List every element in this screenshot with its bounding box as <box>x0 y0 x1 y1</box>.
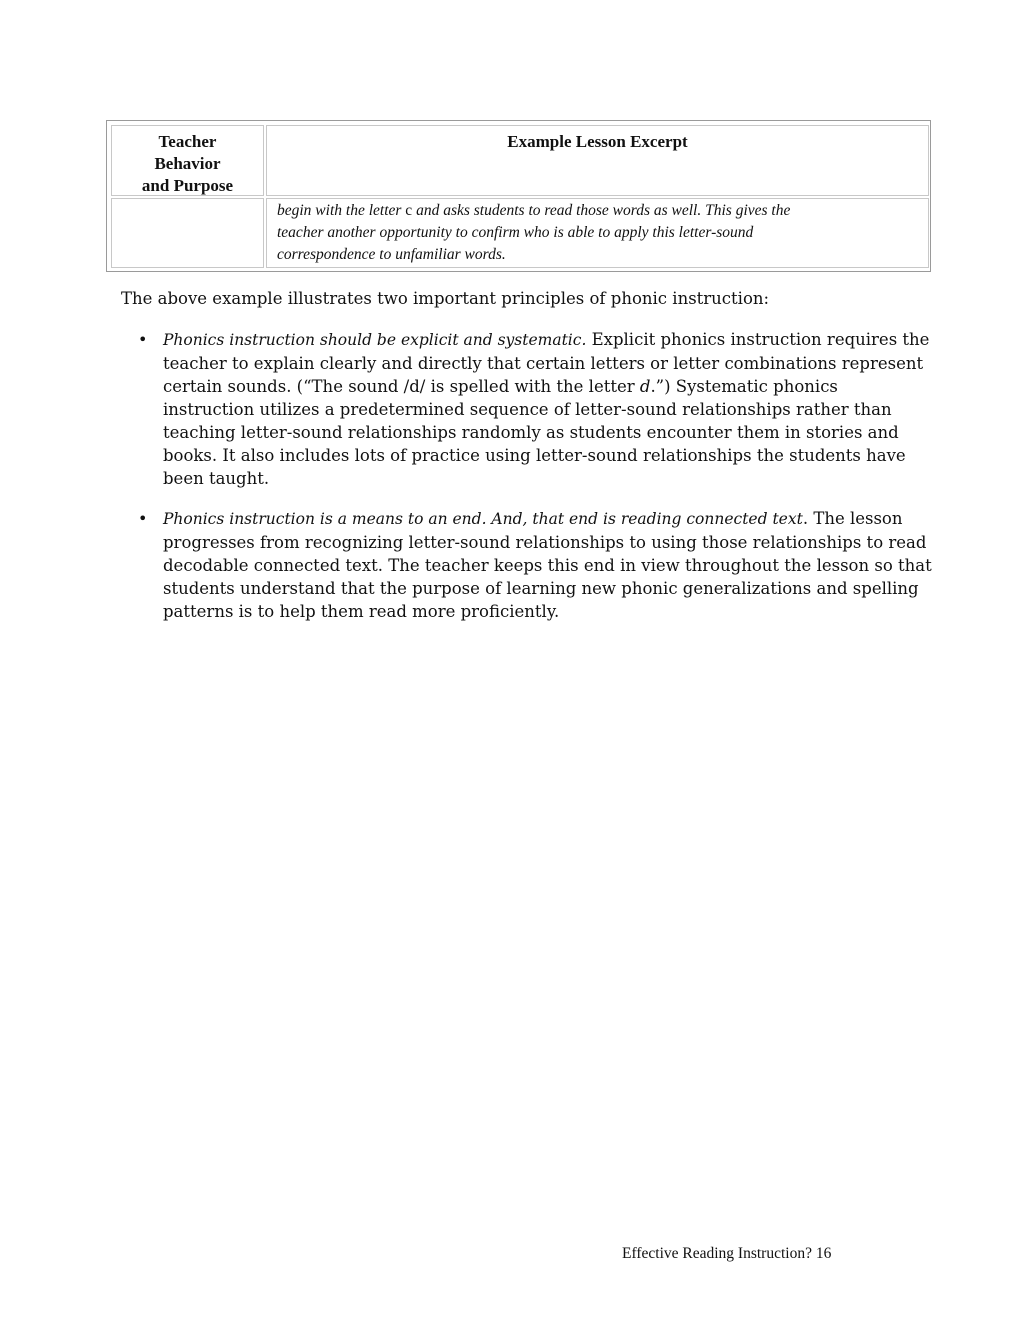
bullet-fragment: certain sounds. (“The sound /d/ is spelled with the letter <box>163 377 640 396</box>
excerpt-line: correspondence to unfamiliar words. <box>277 246 506 263</box>
bullet-line <box>163 507 928 531</box>
bullet-line: instruction utilizes a predetermined sequence of letter-sound relationships rather than <box>163 400 892 419</box>
bullet-line <box>163 328 928 352</box>
bullet-line: books. It also includes lots of practice using letter-sound relationships the students have <box>163 446 906 465</box>
body-cell-excerpt <box>266 198 929 268</box>
excerpt-line <box>277 200 918 222</box>
principles-list <box>138 328 932 640</box>
bullet-line: teacher to explain clearly and directly that certain letters or letter combinations represent <box>163 354 924 373</box>
excerpt-fragment: and asks students to read those words as well. This gives the <box>412 202 791 219</box>
lesson-excerpt-text <box>267 199 928 266</box>
header-line: Behavior <box>154 154 221 173</box>
intro-paragraph: The above example illustrates two important principles of phonic instruction: <box>121 289 770 308</box>
bullet-line: decodable connected text. The teacher keeps this end in view throughout the lesson so that <box>163 556 932 575</box>
bullet-fragment: .”) Systematic phonics <box>650 377 838 396</box>
bullet-line: patterns is to help them read more proficiently. <box>163 602 560 621</box>
list-item <box>138 507 932 623</box>
bullet-fragment: . The lesson <box>802 509 903 528</box>
principle-lead: Phonics instruction is a means to an end. And, that end is reading connected text <box>163 510 803 528</box>
bullet-glyph: • <box>138 330 148 349</box>
excerpt-line: teacher another opportunity to confirm who is able to apply this letter-sound <box>277 224 754 241</box>
bullet-fragment: Explicit phonics instruction requires the <box>586 330 930 349</box>
excerpt-letter: c <box>405 202 413 219</box>
header-cell-teacher-behavior <box>111 125 264 196</box>
excerpt-fragment: begin with the letter <box>277 202 406 219</box>
bullet-glyph: • <box>138 509 148 528</box>
bullet-line: been taught. <box>163 469 270 488</box>
header-line: and Purpose <box>141 176 234 195</box>
header-line: Teacher <box>158 132 217 151</box>
lesson-table <box>106 120 931 272</box>
bullet-italic-letter: d <box>639 377 651 396</box>
bullet-line: teaching letter-sound relationships randomly as students encounter them in stories and <box>163 423 899 442</box>
principle-lead: Phonics instruction should be explicit and systematic. <box>163 331 587 349</box>
bullet-line: students understand that the purpose of learning new phonic generalizations and spelling <box>163 579 919 598</box>
page-footer: Effective Reading Instruction? 16 <box>622 1245 832 1262</box>
bullet-line: progresses from recognizing letter-sound relationships to using those relationships to read <box>163 533 927 552</box>
header-example-lesson: Example Lesson Excerpt <box>507 132 688 151</box>
header-teacher-behavior <box>112 126 263 197</box>
bullet-line <box>163 375 928 398</box>
header-cell-example-lesson <box>266 125 929 196</box>
list-item <box>138 328 928 490</box>
body-cell-empty <box>111 198 264 268</box>
